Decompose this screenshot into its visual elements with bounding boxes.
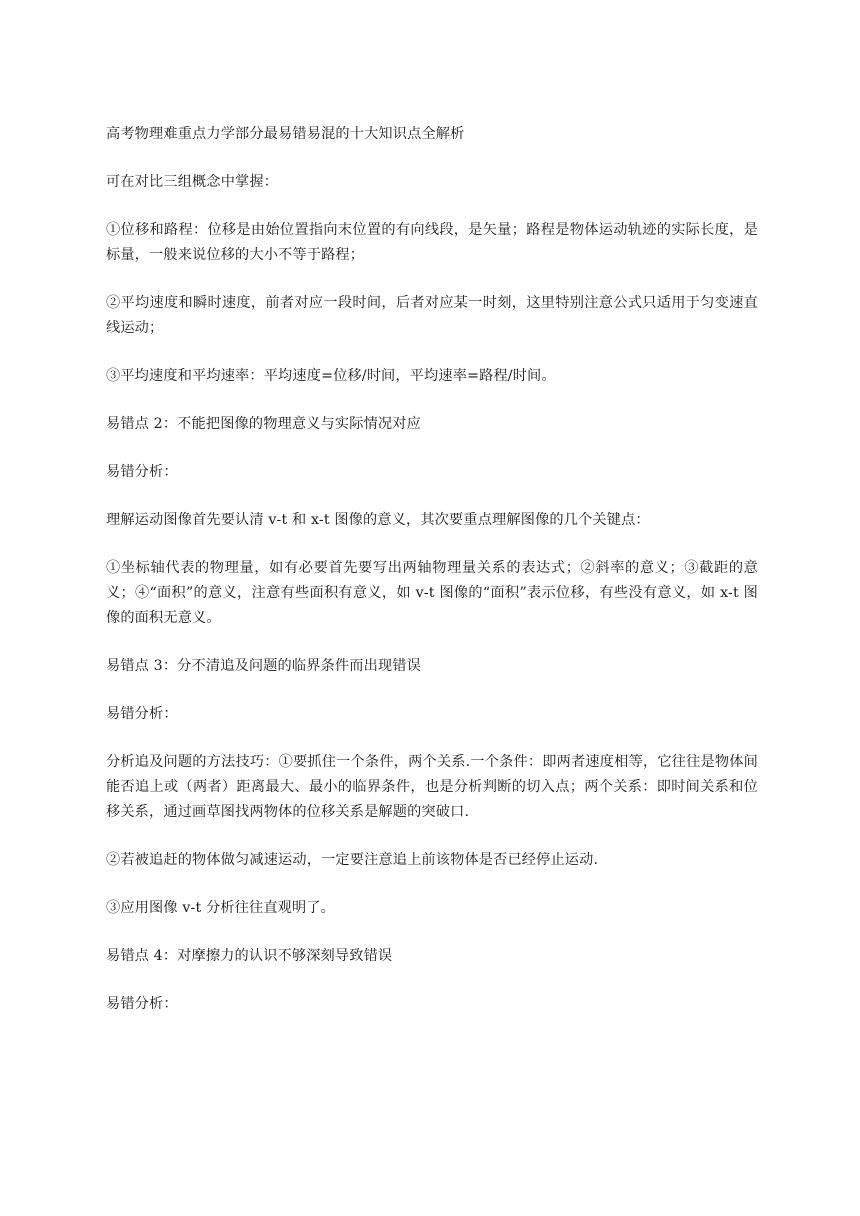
graph-intro-paragraph: 理解运动图像首先要认清 v-t 和 x-t 图像的意义，其次要重点理解图像的几个关键点： xyxy=(106,512,650,528)
section-heading-point-4: 易错点 4：对摩擦力的认识不够深刻导致错误 xyxy=(106,948,393,964)
concept-displacement-distance: ①位移和路程：位移是由始位置指向末位置的有向线段，是矢量；路程是物体运动轨迹的实际长度，是标量，一般来说位移的大小不等于路程； xyxy=(106,222,758,263)
intro-paragraph: 可在对比三组概念中掌握： xyxy=(106,174,279,190)
document-title: 高考物理难重点力学部分最易错易混的十大知识点全解析 xyxy=(106,126,465,142)
section-heading-point-3: 易错点 3：分不清追及问题的临界条件而出现错误 xyxy=(106,658,421,674)
analysis-label-point-3: 易错分析： xyxy=(106,706,178,722)
section-heading-point-2: 易错点 2：不能把图像的物理意义与实际情况对应 xyxy=(106,416,421,432)
concept-average-speed: ③平均速度和平均速率：平均速度=位移/时间，平均速率=路程/时间。 xyxy=(106,368,556,384)
pursuit-graph-paragraph: ③应用图像 v-t 分析往往直观明了。 xyxy=(106,900,336,916)
graph-keypoints-paragraph: ①坐标轴代表的物理量，如有必要首先要写出两轴物理量关系的表达式；②斜率的意义；③截距的意义；④“面积”的意义，注意有些面积有意义，如 v-t 图像的“面积”表示位移，有些没有意义，如 x-t 图像的面积无意义。 xyxy=(106,560,758,626)
pursuit-deceleration-paragraph: ②若被追赶的物体做匀减速运动，一定要注意追上前该物体是否已经停止运动. xyxy=(106,852,599,868)
analysis-label-point-2: 易错分析： xyxy=(106,464,178,480)
document-body xyxy=(106,122,758,1040)
concept-average-instant-velocity: ②平均速度和瞬时速度，前者对应一段时间，后者对应某一时刻，这里特别注意公式只适用于匀变速直线运动； xyxy=(106,295,758,336)
analysis-label-point-4: 易错分析： xyxy=(106,996,178,1012)
pursuit-method-paragraph: 分析追及问题的方法技巧：①要抓住一个条件，两个关系.一个条件：即两者速度相等，它往往是物体间能否追上或（两者）距离最大、最小的临界条件，也是分析判断的切入点；两个关系：即时间关系和位移关系，通过画草图找两物体的位移关系是解题的突破口. xyxy=(106,754,758,820)
